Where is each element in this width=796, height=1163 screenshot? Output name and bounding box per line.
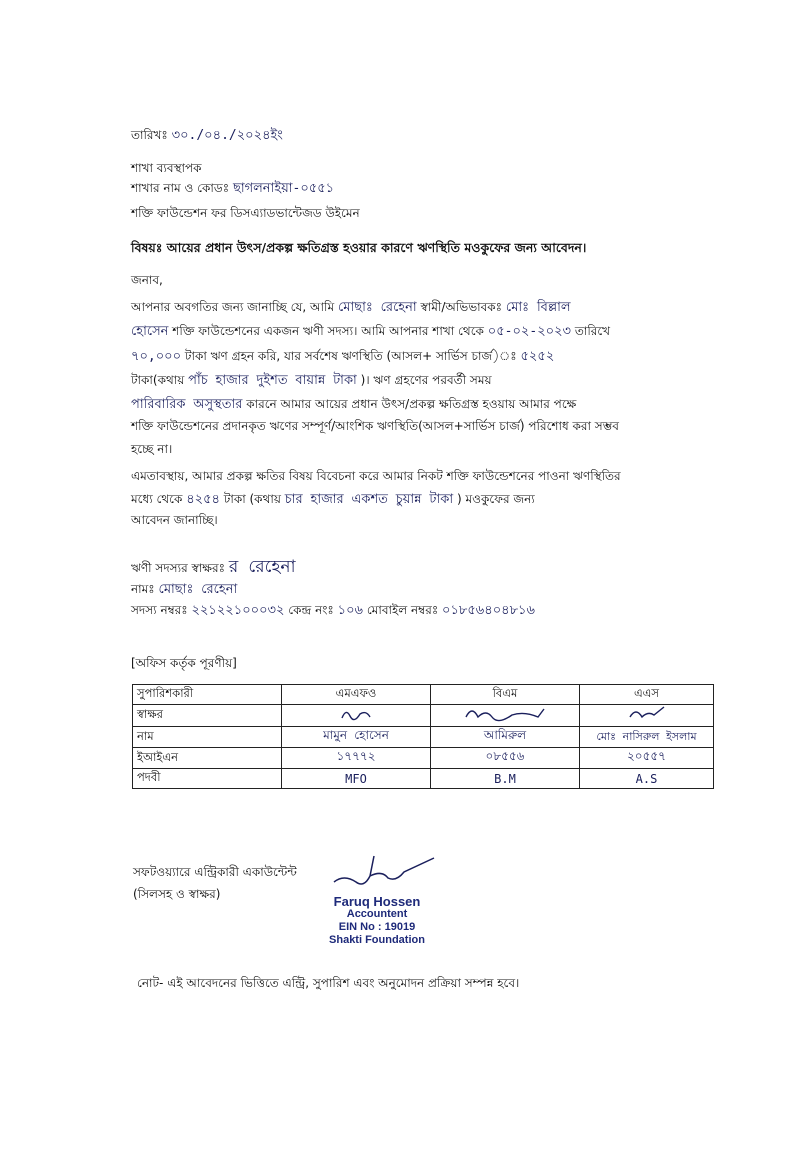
mobile-value: ০১৮৫৬৪০৪৮১৬ xyxy=(442,603,535,618)
para1-line7: হচ্ছে না। xyxy=(131,442,173,456)
signature-mark xyxy=(336,706,376,722)
para2-line1: এমতাবস্থায়, আমার প্রকল্প ক্ষতির বিষয় বিবেচনা করে আমার নিকট শক্তি ফাউন্ডেশনের পাওনা ঋণস্থিতির xyxy=(131,469,621,483)
center-value: ১০৬ xyxy=(337,603,363,618)
salutation: জনাব, xyxy=(131,273,163,287)
balance-words-field: পাঁচ হাজার দুইশত বায়ান্ন টাকা xyxy=(188,373,357,388)
recipient: শাখা ব্যবস্থাপক xyxy=(131,161,202,175)
table-header-row xyxy=(133,685,714,705)
table-row xyxy=(133,748,714,769)
date-line xyxy=(131,126,283,147)
signature-cell xyxy=(580,705,714,727)
row-label: নাম xyxy=(133,727,282,748)
para1-text: স্বামী/অভিভাবকঃ xyxy=(420,300,503,314)
accountant-sublabel: (সিলসহ ও স্বাক্ষর) xyxy=(133,887,221,901)
stamp-ein: EIN No : 19019 xyxy=(338,921,416,933)
para1-text: কারনে আমার আয়ের প্রধান উৎস/প্রকল্প ক্ষতিগ্রস্ত হওয়ায় আমার পক্ষে xyxy=(246,397,577,411)
para1-text: শক্তি ফাউন্ডেশনের একজন ঋণী সদস্য। আমি আপনার শাখা থেকে xyxy=(172,324,484,338)
table-row xyxy=(133,705,714,727)
member-id-line xyxy=(131,601,535,622)
office-table xyxy=(132,684,714,789)
row-label: ইআইএন xyxy=(133,748,282,769)
member-signature-label: ঋণী সদস্যর স্বাক্ষরঃ xyxy=(131,561,225,575)
branch-value: ছাগলনাইয়া-০৫৫১ xyxy=(232,181,335,196)
para2-line3: আবেদন জানাচ্ছি। xyxy=(131,513,218,527)
table-cell: আমিরুল xyxy=(431,727,580,748)
branch-label: শাখার নাম ও কোডঃ xyxy=(131,181,230,195)
table-row xyxy=(133,727,714,748)
para2-text: টাকা (কথায় xyxy=(223,492,281,506)
table-cell: B.M xyxy=(431,769,580,789)
para2-line2 xyxy=(131,490,535,511)
guardian-field: মোঃ বিল্লাল xyxy=(505,300,571,315)
balance-field: ৫২৫২ xyxy=(520,349,555,364)
para1-line3 xyxy=(131,347,554,368)
member-signature-line xyxy=(131,554,296,582)
table-cell: ২০৫৫৭ xyxy=(580,748,714,769)
header-cell: সুপারিশকারী xyxy=(133,685,282,705)
guardian-field-cont: হোসেন xyxy=(131,324,169,339)
header-cell: এএস xyxy=(580,685,714,705)
member-name-value: মোছাঃ রেহেনা xyxy=(158,582,238,597)
signature-cell xyxy=(431,705,580,727)
para1-text: টাকা(কথায় xyxy=(131,373,185,387)
organization-name: শক্তি ফাউন্ডেশন ফর ডিসএ্যাডভান্টেজড উইমেন xyxy=(131,206,360,220)
footer-note: নোট- এই আবেদনের ভিত্তিতে এন্ট্রি, সুপারিশ এবং অনুমোদন প্রক্রিয়া সম্পন্ন হবে। xyxy=(137,976,520,990)
table-cell: মামুন হোসেন xyxy=(282,727,431,748)
para2-text: ) মওকুফের জন্য xyxy=(456,492,535,506)
signature-mark xyxy=(622,705,672,723)
para1-line5 xyxy=(131,395,576,416)
table-cell: MFO xyxy=(282,769,431,789)
member-id-label: সদস্য নম্বরঃ xyxy=(131,603,188,617)
date-label: তারিখঃ xyxy=(131,128,168,142)
mobile-label: মোবাইল নম্বরঃ xyxy=(366,603,439,617)
para1-line4 xyxy=(131,371,492,392)
table-cell: ১৭৭৭২ xyxy=(282,748,431,769)
member-name-label: নামঃ xyxy=(131,582,155,596)
loan-date-field: ০৫-০২-২০২৩ xyxy=(487,324,572,339)
subject-line: বিষয়ঃ আয়ের প্রধান উৎস/প্রকল্প ক্ষতিগ্রস্ত হওয়ার কারণে ঋণস্থিতি মওকুফের জন্য আবেদন। xyxy=(131,240,587,255)
branch-line xyxy=(131,179,334,200)
para1-text: )। ঋণ গ্রহণের পরবর্তী সময় xyxy=(360,373,492,387)
stamp-title: Accountent xyxy=(346,908,408,920)
table-row xyxy=(133,769,714,789)
para1-line2 xyxy=(131,322,610,343)
loan-amount-field: ৭০,০০০ xyxy=(131,349,182,364)
para1-text: আপনার অবগতির জন্য জানাচ্ছি যে, আমি xyxy=(131,300,335,314)
para2-text: মধ্যে থেকে xyxy=(131,492,183,506)
row-label: পদবী xyxy=(133,769,282,789)
date-value: ৩০./০৪./২০২৪ইং xyxy=(171,128,283,143)
member-name-field: মোছাঃ রেহেনা xyxy=(337,300,417,315)
accountant-signature xyxy=(330,852,440,892)
office-use-label: [অফিস কর্তৃক পূরণীয়] xyxy=(131,656,237,670)
header-cell: বিএম xyxy=(431,685,580,705)
stamp-name: Faruq Hossen xyxy=(333,894,421,909)
reason-field: পারিবারিক অসুস্থতার xyxy=(131,397,243,412)
table-cell: মোঃ নাসিরুল ইসলাম xyxy=(580,727,714,748)
signature-cell xyxy=(282,705,431,727)
table-cell: ০৮৫৫৬ xyxy=(431,748,580,769)
header-cell: এমএফও xyxy=(282,685,431,705)
table-cell: A.S xyxy=(580,769,714,789)
waiver-amount-field: ৪২৫৪ xyxy=(186,492,220,507)
row-label: স্বাক্ষর xyxy=(133,705,282,727)
member-name-line xyxy=(131,580,237,601)
waiver-words-field: চার হাজার একশত চুয়ান্ন টাকা xyxy=(284,492,454,507)
stamp-org: Shakti Foundation xyxy=(329,934,425,946)
member-id-value: ২২১২২১০০০৩২ xyxy=(191,603,285,618)
center-label: কেন্দ্র নংঃ xyxy=(288,603,334,617)
accountant-label: সফটওয়্যারে এন্ট্রিকারী একাউন্টেন্ট xyxy=(133,865,297,879)
para1-line6: শক্তি ফাউন্ডেশনের প্রদানকৃত ঋণের সম্পূর্ণ/আংশিক ঋণস্থিতি(আসল+সার্ভিস চার্জ) পরিশোধ করা সম্ভব xyxy=(131,419,619,433)
para1-text: টাকা ঋণ গ্রহন করি, যার সর্বশেষ ঋণস্থিতি (আসল+ সার্ভিস চার্জ)ঃ xyxy=(184,349,517,363)
para1-line1 xyxy=(131,298,571,319)
signature-mark xyxy=(460,705,550,723)
accountant-stamp xyxy=(322,895,432,947)
member-signature: র রেহেনা xyxy=(228,557,296,577)
para1-text: তারিখে xyxy=(574,324,611,338)
